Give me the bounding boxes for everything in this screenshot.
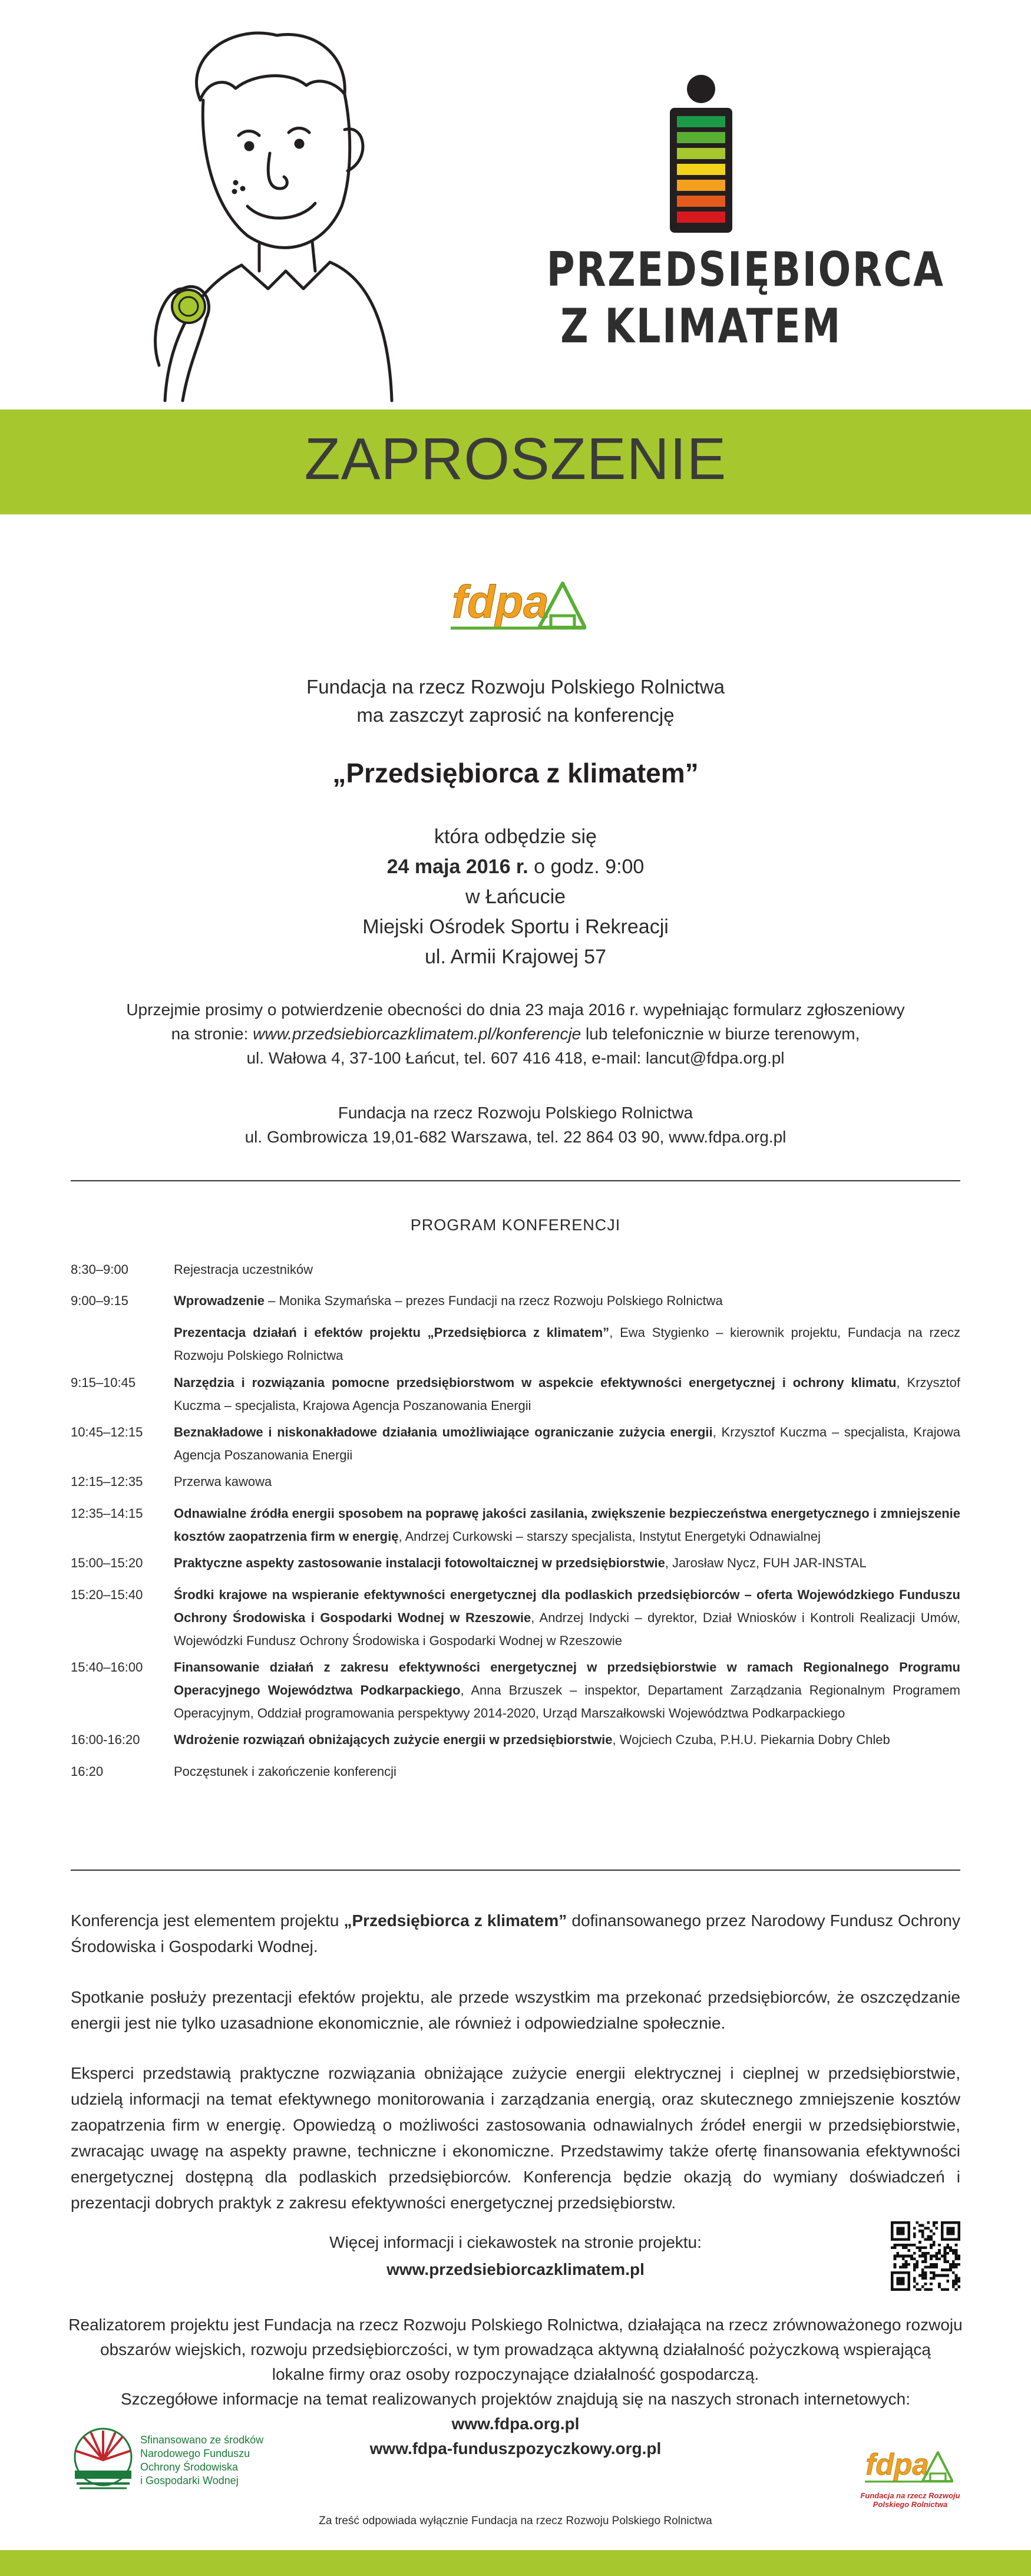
program-speaker: – Monika Szymańska – prezes Fundacji na rzecz Rozwoju Polskiego Rolnictwa <box>265 1293 723 1308</box>
brand-line-1: PRZEDSIĘBIORCA <box>546 242 945 297</box>
program-topic: Praktyczne aspekty zastosowanie instalacji fotowoltaicznej w przedsiębiorstwie <box>174 1555 665 1570</box>
invitation-intro <box>0 673 1031 729</box>
program-description <box>174 1470 960 1493</box>
realizer-line-4: Szczegółowe informacje na temat realizowanych projektów znajdują się na naszych stronach internetowych: <box>120 2390 911 2408</box>
event-venue: Miejski Ośrodek Sportu i Rekreacji <box>362 916 669 938</box>
invite-line: ma zaszczyt zaprosić na konferencję <box>356 704 675 726</box>
program-topic: Odnawialne źródła energii sposobem na poprawę jakości zasilania, zwiększenie bezpieczeństwa energetycznego i zmniejszenie kosztów zaopatrzenia firm w energię <box>174 1506 960 1544</box>
more-info-block <box>0 2229 1031 2283</box>
program-description <box>174 1502 960 1548</box>
rsvp-line-2: na stronie: www.przedsiebiorcazklimatem.pl/konferencje lub telefonicznie w biurze terenowym, <box>171 1025 860 1043</box>
program-speaker: Przerwa kawowa <box>174 1474 272 1489</box>
program-description <box>174 1321 960 1367</box>
brand-wordmark <box>546 242 945 355</box>
divider-bottom <box>71 1870 960 1871</box>
nfosigw-logo <box>68 2425 138 2492</box>
mascot-illustration <box>112 12 395 412</box>
program-description <box>174 1551 960 1574</box>
realizer-line-1: Realizatorem projektu jest Fundacja na rzecz Rozwoju Polskiego Rolnictwa, działająca na rzecz zrównoważonego rozwoju <box>68 2316 963 2334</box>
program-speaker: , Andrzej Curkowski – starszy specjalista, Instytut Energetyki Odnawialnej <box>398 1529 821 1544</box>
program-description <box>174 1728 960 1751</box>
program-time: 12:15–12:35 <box>71 1474 143 1489</box>
about-paragraph-1: Konferencja jest elementem projektu „Przedsiębiorca z klimatem” dofinansowanego przez Narodowy Fundusz Ochrony Środowiska i Gospodarki Wodnej. <box>71 1911 960 1956</box>
program-topic: Finansowanie działań z zakresu efektywności energetycznej w przedsiębiorstwie w ramach Regionalnego Programu Operacyjnego Województwa Podkarpackiego <box>174 1660 960 1697</box>
organizer-address: ul. Gombrowicza 19,01-682 Warszawa, tel. 22 864 03 90, www.fdpa.org.pl <box>244 1128 787 1146</box>
energy-bar <box>677 212 725 223</box>
program-time: 15:20–15:40 <box>71 1587 143 1602</box>
event-city: w Łańcucie <box>465 886 566 908</box>
energy-bar <box>677 180 725 191</box>
program-speaker: , Krzysztof Kuczma – specjalista, Krajowa Agencja Poszanowania Energii <box>174 1375 960 1413</box>
divider-top <box>71 1180 960 1181</box>
energy-bar <box>677 148 725 159</box>
program-topic: Narzędzia i rozwiązania pomocne przedsiębiorstwom w aspekcie efektywności energetycznej i ochrony klimatu <box>174 1375 897 1390</box>
org-line: Fundacja na rzecz Rozwoju Polskiego Rolnictwa <box>306 676 725 698</box>
program-title: PROGRAM KONFERENCJI <box>410 1216 621 1234</box>
energy-bar <box>677 132 725 143</box>
energy-battery-icon <box>663 74 739 236</box>
realizer-line-3: lokalne firmy oraz osoby rozpoczynające działalność gospodarczą. <box>272 2365 759 2383</box>
program-description <box>174 1760 960 1783</box>
more-info-text: Więcej informacji i ciekawostek na stronie projektu: <box>329 2233 702 2251</box>
event-time: o godz. 9:00 <box>528 856 645 878</box>
event-date-time <box>0 852 1031 882</box>
program-description <box>174 1258 960 1281</box>
program-speaker: , Anna Brzuszek – inspektor, Departament Zarządzania Regionalnym Programem Operacyjnym, Oddział programowania perspektywy 2014-2020, Urząd Marszałkowski Województwa Podkarpackiego <box>174 1683 960 1720</box>
event-title: „Przedsiębiorca z klimatem” <box>332 758 699 788</box>
footer-band <box>0 2550 1031 2576</box>
nfosigw-caption: Sfinansowano ze środków Narodowego Funduszu Ochrony Środowiska i Gospodarki Wodnej <box>140 2434 264 2486</box>
fdpa-logo-caption: Fundacja na rzecz Rozwoju Polskiego Rolnictwa <box>860 2491 960 2509</box>
program-topic: Wdrożenie rozwiązań obniżających zużycie energii w przedsiębiorstwie <box>174 1732 613 1747</box>
program-description <box>174 1421 960 1467</box>
organizer-name: Fundacja na rzecz Rozwoju Polskiego Rolnictwa <box>338 1104 693 1122</box>
program-time: 10:45–12:15 <box>71 1425 143 1439</box>
program-time: 9:15–10:45 <box>71 1375 136 1390</box>
organizer-block <box>0 1101 1031 1149</box>
event-date: 24 maja 2016 r. <box>386 856 528 878</box>
energy-bar <box>677 116 725 127</box>
rsvp-line-3: ul. Wałowa 4, 37-100 Łańcut, tel. 607 416 418, e-mail: lancut@fdpa.org.pl <box>246 1049 785 1067</box>
program-topic: Beznakładowe i niskonakładowe działania umożliwiające ograniczanie zużycia energii <box>174 1425 713 1439</box>
program-description <box>174 1656 960 1725</box>
rsvp-line-1: Uprzejmie prosimy o potwierdzenie obecności do dnia 23 maja 2016 r. wypełniając formularz zgłoszeniowy <box>126 1000 905 1019</box>
program-time: 9:00–9:15 <box>71 1293 128 1308</box>
program-speaker: , Wojciech Czuba, P.H.U. Piekarnia Dobry Chleb <box>612 1732 890 1747</box>
rsvp-link[interactable]: www.przedsiebiorcazklimatem.pl/konferencje <box>253 1025 581 1043</box>
program-topic: Środki krajowe na wspieranie efektywności energetycznej dla podlaskich przedsiębiorców – oferta Wojewódzkiego Funduszu Ochrony Środowiska i Gospodarki Wodnej w Rzeszowie <box>174 1587 960 1625</box>
program-time: 8:30–9:00 <box>71 1262 128 1277</box>
program-time: 16:00-16:20 <box>71 1732 140 1747</box>
fund-url-link[interactable]: www.fdpa-funduszpozyczkowy.org.pl <box>369 2439 662 2458</box>
program-description <box>174 1583 960 1652</box>
about-paragraph-3: Eksperci przedstawią praktyczne rozwiązania obniżające zużycie energii elektrycznej i cieplnej w przedsiębiorstwie, udzielą informacji na temat efektywnego monitorowania i zarządzania energią, oraz skutecznego zmniejszenie kosztów zaopatrzenia firm w energię. Opowiedzą o możliwości zastosowania odnawialnych źródeł energii w przedsiębiorstwie, zwracając uwagę na aspekty prawne, techniczne i ekonomiczne. Przedstawimy także ofertę finansowania efektywności energetycznej dostępną dla podlaskich przedsiębiorców. Konferencja będzie okazją do wymiany doświadczeń i prezentacji dobrych praktyk z zakresu efektywności energetycznej przedsiębiorstw. <box>71 2064 960 2212</box>
fdpa-logo-text: fdpa <box>452 576 549 628</box>
when-intro: która odbędzie się <box>434 825 597 848</box>
program-speaker: Rejestracja uczestników <box>174 1262 313 1277</box>
fdpa-logo <box>451 572 586 636</box>
program-time: 15:40–16:00 <box>71 1660 143 1675</box>
program-description <box>174 1289 960 1312</box>
program-time: 16:20 <box>71 1764 104 1779</box>
about-paragraph-2: Spotkanie posłuży prezentacji efektów projektu, ale przede wszystkim ma przekonać przedsiębiorców, że oszczędzanie energii jest nie tylko uzasadnione ekonomicznie, ale również i odpowiedzialne społecznie. <box>71 1988 960 2032</box>
program-speaker: , Krzysztof Kuczma – specjalista, Krajowa Agencja Poszanowania Energii <box>174 1425 960 1462</box>
program-time: 15:00–15:20 <box>71 1555 143 1570</box>
qr-code-icon[interactable] <box>891 2221 960 2291</box>
event-street: ul. Armii Krajowej 57 <box>424 946 606 968</box>
program-topic: Prezentacja działań i efektów projektu „Przedsiębiorca z klimatem” <box>174 1325 610 1340</box>
project-url-link[interactable]: www.przedsiebiorcazklimatem.pl <box>386 2260 645 2278</box>
event-details <box>0 822 1031 972</box>
invitation-heading: ZAPROSZENIE <box>304 426 727 492</box>
program-speaker: , Ewa Stygienko – kierownik projektu, Fundacja na rzecz Rozwoju Polskiego Rolnictwa <box>174 1325 960 1363</box>
realizer-line-2: obszarów wiejskich, rozwoju przedsiębiorczości, w tym prowadząca aktywną działalność pożyczkową wspierającą <box>100 2340 931 2359</box>
program-topic: Wprowadzenie <box>174 1293 265 1308</box>
program-speaker: , Jarosław Nycz, FUH JAR-INSTAL <box>665 1555 867 1570</box>
fdpa-logo-small <box>865 2442 953 2489</box>
brand-line-2: Z KLIMATEM <box>560 299 842 354</box>
program-description <box>174 1371 960 1417</box>
energy-bar <box>677 164 725 175</box>
energy-bar <box>677 196 725 207</box>
rsvp-block <box>0 998 1031 1070</box>
fdpa-logo-small-text: fdpa <box>865 2448 929 2481</box>
program-time: 12:35–14:15 <box>71 1506 143 1521</box>
responsibility-note: Za treść odpowiada wyłącznie Fundacja na rzecz Rozwoju Polskiego Rolnictwa <box>319 2515 712 2527</box>
program-speaker: Poczęstunek i zakończenie konferencji <box>174 1764 396 1779</box>
program-speaker: , Andrzej Indycki – dyrektor, Dział Wniosków i Kontroli Realizacji Umów, Wojewódzki Fundusz Ochrony Środowiska i Gospodarki Wodnej w Rzeszowie <box>174 1610 960 1648</box>
fdpa-url-link[interactable]: www.fdpa.org.pl <box>451 2415 580 2433</box>
